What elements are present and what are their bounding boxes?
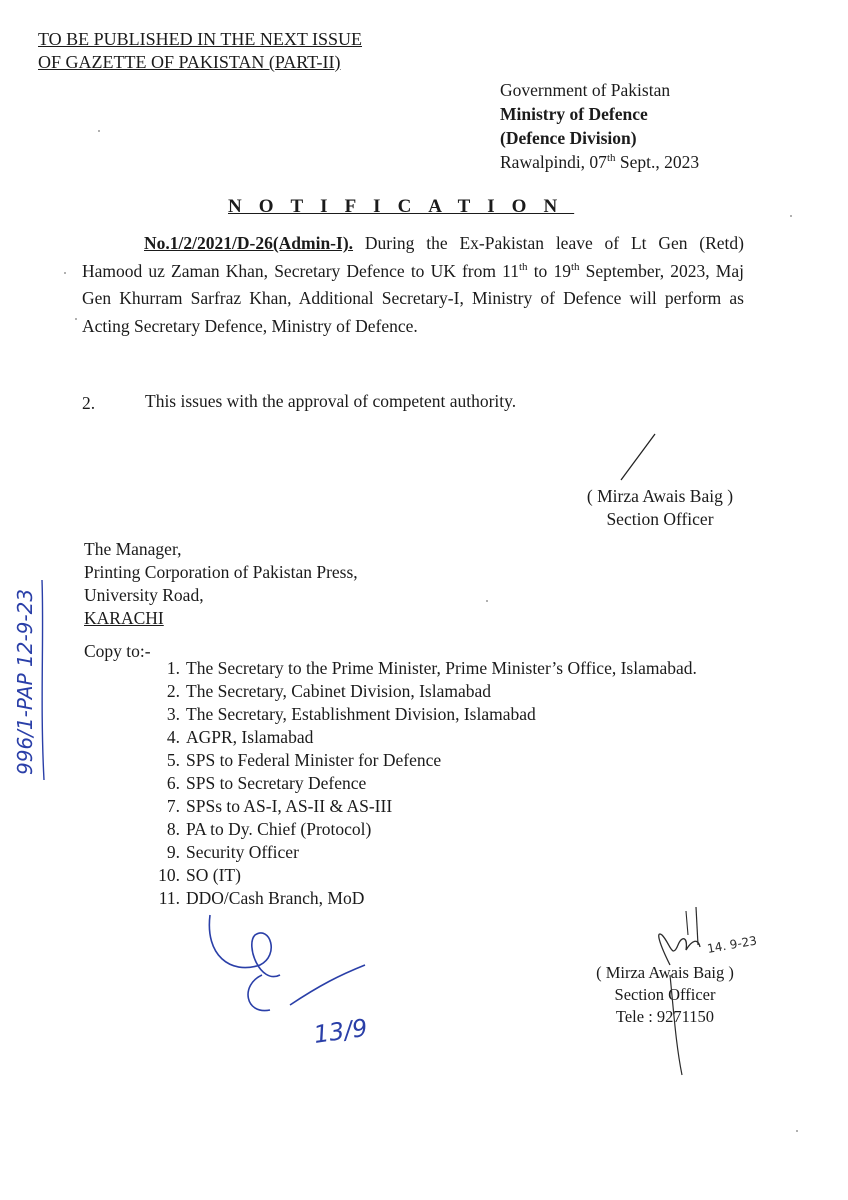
- place-date-prefix: Rawalpindi, 07: [500, 152, 607, 172]
- list-item-text: The Secretary, Cabinet Division, Islamabad: [186, 681, 492, 701]
- list-item-number: 5.: [166, 750, 180, 770]
- list-item-number: 2.: [166, 681, 180, 701]
- list-item: [110, 726, 697, 749]
- paragraph-1: [82, 230, 744, 340]
- list-item-text: The Secretary, Establishment Division, Islamabad: [186, 704, 536, 724]
- signatory-name: ( Mirza Awais Baig ): [596, 963, 734, 982]
- list-item-text: Security Officer: [186, 842, 299, 862]
- signatory-phone: Tele : 9271150: [615, 1007, 715, 1026]
- reference-number: No.1/2/2021/D-26(Admin-I).: [144, 233, 354, 253]
- list-item-number: 11.: [158, 888, 180, 908]
- list-item: [110, 657, 697, 680]
- place-date-sup: th: [606, 152, 616, 164]
- paragraph-2-number: 2.: [82, 393, 96, 413]
- signatory-designation: Section Officer: [614, 985, 716, 1004]
- list-item-text: SPSs to AS-I, AS-II & AS-III: [186, 796, 393, 816]
- scan-speck: [98, 130, 100, 132]
- list-item-text: AGPR, Islamabad: [186, 727, 314, 747]
- list-item-number: 3.: [166, 704, 180, 724]
- government-name: Government of Pakistan: [500, 80, 671, 100]
- ministry-name: Ministry of Defence: [500, 104, 648, 124]
- signature-mark: [615, 432, 665, 484]
- handwritten-signature-2: [600, 905, 758, 1080]
- signatory-designation: Section Officer: [606, 509, 714, 529]
- signatory-block-1: [574, 485, 746, 531]
- copy-to-label: Copy to:-: [84, 641, 151, 661]
- bottom-handwritten-mark: [200, 905, 390, 1055]
- paragraph-2-text: This issues with the approval of competent authority.: [145, 391, 517, 411]
- list-item-text: SPS to Secretary Defence: [186, 773, 367, 793]
- paragraph-1-text-c: September, 2023, Maj Gen Khurram Sarfraz Khan, Additional Secretary-I, Ministry of Defence will perform as Acting Secretary Defence, Ministry of Defence.: [82, 260, 744, 336]
- signatory-name: ( Mirza Awais Baig ): [586, 486, 734, 506]
- place-date-suffix: Sept., 2023: [615, 152, 700, 172]
- list-item-number: 9.: [166, 842, 180, 862]
- list-item-number: 4.: [166, 727, 180, 747]
- list-item-text: SO (IT): [186, 865, 241, 885]
- margin-note-text: 996/1-PAP 12-9-23: [13, 588, 37, 775]
- list-item-number: 6.: [166, 773, 180, 793]
- paragraph-1-sup-a: th: [519, 260, 528, 273]
- paragraph-1-text-a: During the Ex-Pakistan leave of Lt Gen (Retd) Hamood uz Zaman Khan, Secretary Defence to UK from 11: [82, 233, 744, 281]
- margin-handwritten-note: [2, 575, 82, 785]
- addressee-line2: Printing Corporation of Pakistan Press,: [84, 562, 358, 582]
- list-item-text: PA to Dy. Chief (Protocol): [186, 819, 372, 839]
- scan-speck: [790, 215, 792, 217]
- copy-to-list: [110, 657, 697, 910]
- paragraph-1-text-b: to 19: [527, 260, 571, 281]
- addressee-line1: The Manager,: [84, 539, 182, 559]
- list-item-number: 8.: [166, 819, 180, 839]
- paragraph-1-sup-b: th: [570, 260, 580, 273]
- addressee-line3: University Road,: [84, 585, 204, 605]
- list-item: [110, 749, 697, 772]
- list-item: [110, 680, 697, 703]
- list-item-number: 7.: [166, 796, 180, 816]
- signature-date-note: 14. 9-23: [706, 933, 758, 956]
- place-date: [500, 150, 699, 174]
- scan-speck: [486, 600, 488, 602]
- list-item-number: 10.: [158, 865, 180, 885]
- list-item: [110, 772, 697, 795]
- list-item-text: SPS to Federal Minister for Defence: [186, 750, 442, 770]
- list-item: [110, 864, 697, 887]
- list-item-number: 1.: [166, 658, 180, 678]
- scan-speck: [64, 272, 66, 274]
- gazette-header-line2: OF GAZETTE OF PAKISTAN (PART-II): [38, 52, 341, 72]
- scan-speck: [75, 318, 77, 320]
- list-item-text: The Secretary to the Prime Minister, Prime Minister’s Office, Islamabad.: [186, 658, 697, 678]
- list-item: [110, 795, 697, 818]
- gazette-header: [38, 28, 362, 74]
- division-name: (Defence Division): [500, 128, 637, 148]
- bottom-note-text: 13/9: [311, 1013, 370, 1049]
- gazette-header-line1: TO BE PUBLISHED IN THE NEXT ISSUE: [38, 29, 363, 49]
- issuing-office-block: [500, 78, 699, 174]
- list-item: [110, 818, 697, 841]
- addressee-block: [84, 538, 358, 630]
- addressee-city: KARACHI: [84, 608, 164, 628]
- list-item: [110, 841, 697, 864]
- list-item: [110, 703, 697, 726]
- list-item-text: DDO/Cash Branch, MoD: [186, 888, 365, 908]
- scan-speck: [796, 1130, 798, 1132]
- notification-title: NOTIFICATION: [228, 196, 575, 217]
